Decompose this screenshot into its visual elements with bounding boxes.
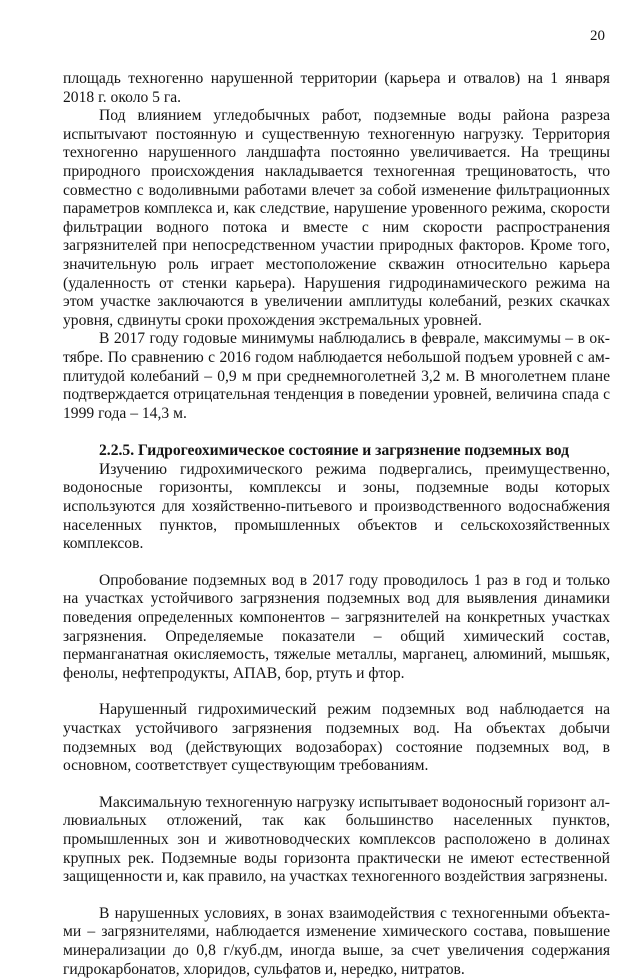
paragraph-continuation: площадь техногенно нарушенной территории (карьера и отвалов) на 1 января 2018 г. около 5 га. — [63, 70, 610, 106]
page-body — [63, 70, 610, 979]
section-heading: 2.2.5. Гидрогеохимическое состояние и загрязнение подземных вод — [99, 442, 570, 460]
paragraph-alluvial-aquifer: Максимальную техногенную нагрузку испытывает водоносный горизонт аллювиальных отложений, так как большинство населенных пунктов, промышленных зон и животноводческих комплексов расположено в долинах крупных рек. Подземные воды горизонта практически не имеют естественной защищенности и, как правило, на участках техногенного воздействия загрязнены. — [63, 793, 610, 886]
paragraph-coal-mining-impact: Под влиянием угледобычных работ, подземные воды района разреза испытыvают постоянную и существенную техногенную нагрузку. Территория техногенно нарушенного ландшафта постоянно увеличивается. На трещины природного происхождения накладывается техногенная трещиноватость, что совместно с водоливными работами влечет за собой изменение фильтрационных параметров комплекса и, как следствие, нарушение уровенного режима, скорости фильтрации водного потока и вместе с ним скорости распространения загрязнителей при непосредственном участии природных факторов. Кроме того, значительную роль играет местоположение скважин относительно карьера (удаленность от стенки карьера). Нарушения гидродинамического режима на этом участке заключаются в увеличении амплитуды колебаний, резких скачках уровня, сдвинуты сроки прохождения экстремальных уровней. — [63, 107, 610, 329]
paragraph-hydrochemical-study: Изучению гидрохимического режима подвергались, преимущественно, водоносные горизонты, комплексы и зоны, подземные воды которых используются для хозяйственно-питьевого и производственного водоснабжения населенных пунктов, промышленных объектов и сельскохозяйственных комплексов. — [63, 460, 610, 553]
paragraph-2017-levels: В 2017 году годовые минимумы наблюдались в феврале, максимумы – в октябре. По сравнению с 2016 годом наблюдается небольшой подъем уровней с амплитудой колебаний – 0,9 м при среднемноголетней 3,2 м. В многолетнем плане подтверждается отрицательная тенденция в поведении уровней, величина спада с 1999 года – 14,3 м. — [63, 330, 610, 422]
page-number: 20 — [590, 28, 605, 44]
paragraph-disturbed-conditions: В нарушенных условиях, в зонах взаимодействия с техногенными объектами – загрязнителями, наблюдается изменение химического состава, повышение минерализации до 0,8 г/куб.дм, иногда выше, за счет увеличения содержания гидрокарбонатов, хлоридов, сульфатов и, нередко, нитратов. — [63, 904, 610, 978]
paragraph-sampling-2017: Опробование подземных вод в 2017 году проводилось 1 раз в год и только на участках устойчивого загрязнения подземных вод для выявления динамики поведения определенных компонентов – загрязнителей на конкретных участках загрязнения. Определяемые показатели – общий химический состав, перманганатная окисляемость, тяжелые металлы, марганец, алюминий, мышьяк, фенолы, нефтепродукты, АПАВ, бор, ртуть и фтор. — [63, 571, 610, 682]
paragraph-disturbed-regime: Нарушенный гидрохимический режим подземных вод наблюдается на участках устойчивого загрязнения подземных вод. На объектах добычи подземных вод (действующих водозаборах) состояние подземных вод, в основном, соответствует существующим требованиям. — [63, 701, 610, 775]
